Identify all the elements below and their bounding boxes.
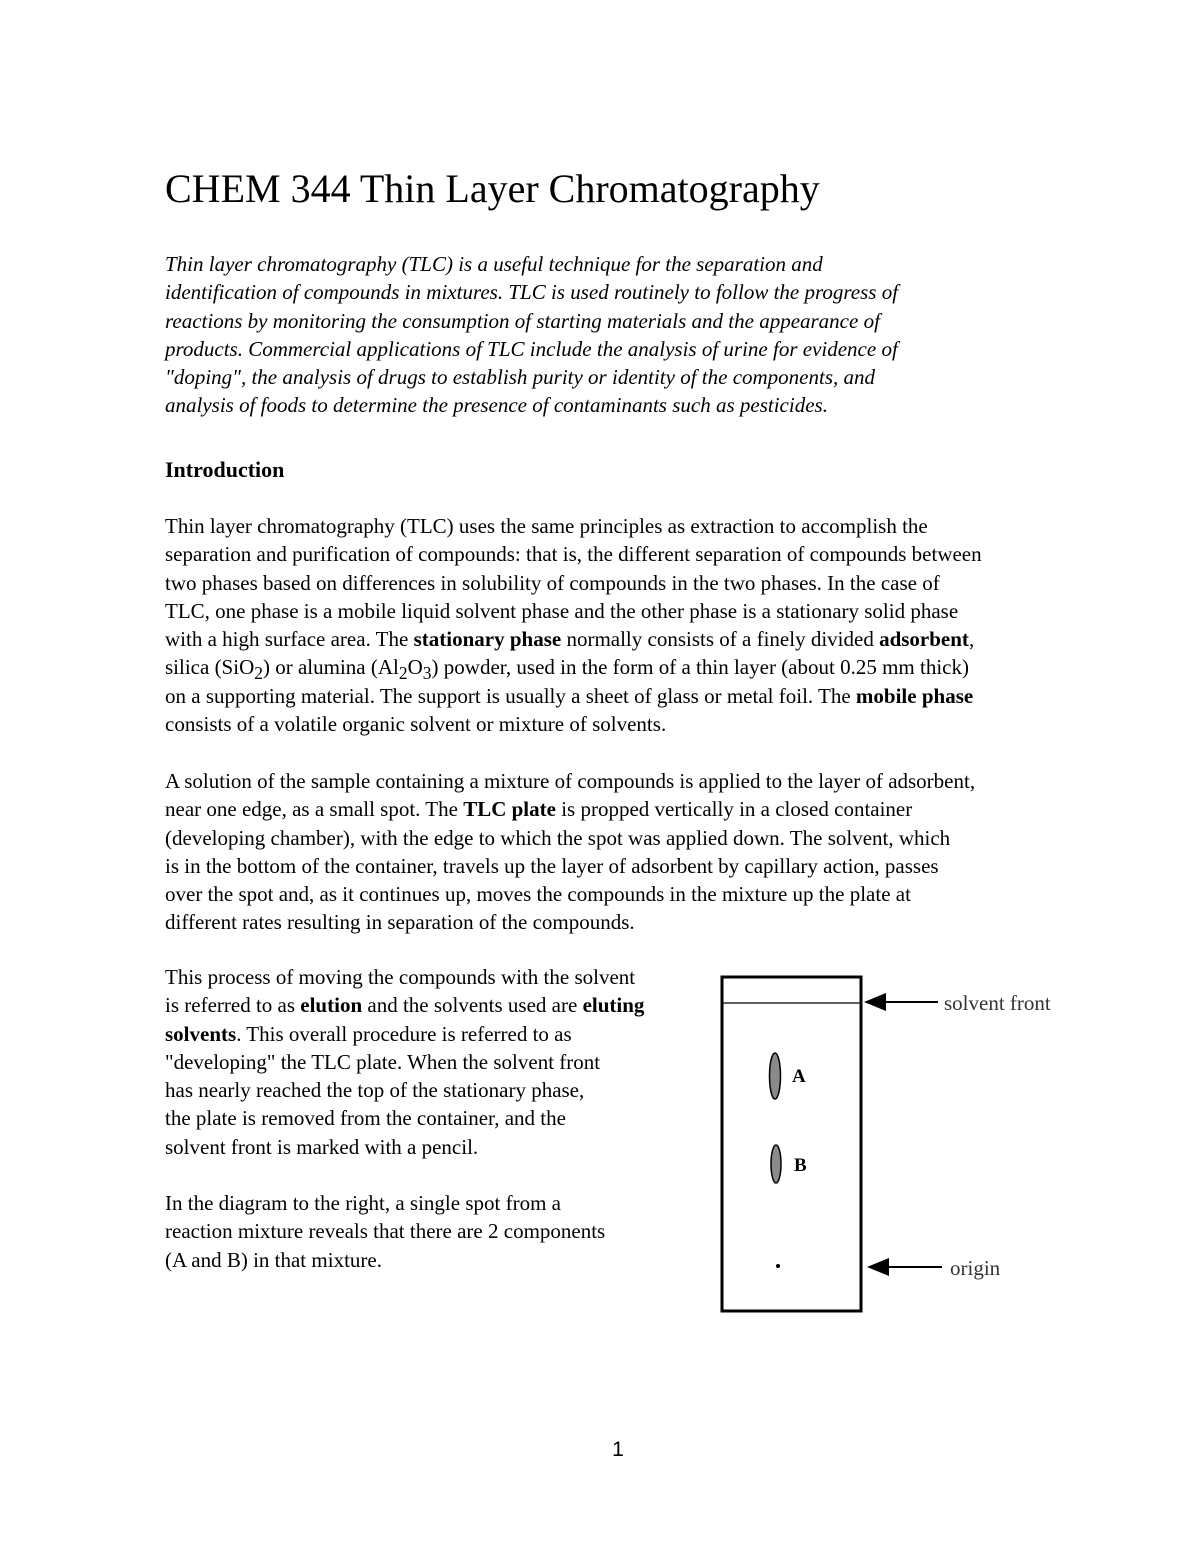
text-run: ) or alumina (Al — [263, 655, 399, 680]
term-adsorbent: adsorbent — [879, 627, 969, 652]
abstract-line: Thin layer chromatography (TLC) is a useful technique for the separation and — [165, 252, 823, 276]
text-run: and the solvents used are — [362, 993, 583, 1018]
abstract-line: reactions by monitoring the consumption of starting materials and the appearance of — [165, 308, 880, 333]
abstract-line: analysis of foods to determine the presence of contaminants such as pesticides. — [165, 393, 828, 418]
page-number: 1 — [612, 1438, 624, 1461]
text-run: is propped vertically in a closed container — [555, 797, 913, 822]
elution-paragraph — [165, 963, 644, 1161]
para-line: over the spot and, as it continues up, moves the compounds in the mixture up the plate at — [165, 882, 911, 907]
tlc-plate-diagram — [700, 960, 1080, 1330]
text-run: near one edge, as a small spot. The — [165, 797, 464, 822]
para-line: In the diagram to the right, a single spot from a — [165, 1191, 561, 1215]
origin-spot — [776, 1264, 780, 1268]
para-line — [165, 795, 975, 823]
subscript: 2 — [254, 663, 263, 684]
abstract-line: identification of compounds in mixtures. TLC is used routinely to follow the progress of — [165, 280, 899, 305]
origin-arrow — [867, 1258, 942, 1276]
text-run: with a high surface area. The — [165, 627, 414, 652]
intro-line — [165, 653, 982, 684]
spot-a-label: A — [792, 1066, 806, 1087]
introduction-heading: Introduction — [165, 457, 285, 482]
abstract-line: products. Commercial applications of TLC include the analysis of urine for evidence of — [165, 336, 898, 361]
spot-b — [771, 1145, 781, 1183]
diagram-explanation-paragraph — [165, 1189, 605, 1274]
abstract-line: "doping", the analysis of drugs to establish purity or identity of the components, and — [165, 365, 876, 390]
para-line: (developing chamber), with the edge to which the spot was applied down. The solvent, which — [165, 825, 951, 850]
para-line — [165, 1020, 644, 1048]
term-tlc-plate: TLC plate — [463, 797, 556, 822]
para-line: different rates resulting in separation of the compounds. — [165, 910, 635, 935]
intro-line — [165, 625, 982, 653]
para-line: "developing" the TLC plate. When the solvent front — [165, 1049, 601, 1074]
text-run: is referred to as — [165, 993, 301, 1018]
introduction-paragraph — [165, 512, 982, 738]
intro-line: TLC, one phase is a mobile liquid solvent phase and the other phase is a stationary solid phase — [165, 598, 959, 623]
para-line: has nearly reached the top of the stationary phase, — [165, 1078, 585, 1103]
text-run: normally consists of a finely divided — [561, 627, 880, 652]
solvent-front-label: solvent front — [944, 991, 1051, 1015]
text-run: ) powder, used in the form of a thin layer (about 0.25 mm thick) — [431, 655, 969, 680]
para-line: the plate is removed from the container, and the — [165, 1106, 566, 1131]
spot-a — [770, 1053, 781, 1099]
intro-line: two phases based on differences in solubility of compounds in the two phases. In the case of — [165, 570, 940, 595]
abstract-paragraph — [165, 250, 898, 420]
para-line: reaction mixture reveals that there are 2 components — [165, 1219, 606, 1244]
text-run: silica (SiO — [165, 655, 255, 680]
term-eluting: eluting — [582, 993, 645, 1018]
para-line — [165, 991, 644, 1019]
text-run: on a supporting material. The support is usually a sheet of glass or metal foil. The — [165, 683, 856, 708]
origin-label: origin — [950, 1256, 1001, 1280]
intro-line: consists of a volatile organic solvent or mixture of solvents. — [165, 712, 667, 737]
term-elution: elution — [300, 993, 363, 1018]
intro-line — [165, 682, 982, 710]
term-solvents: solvents — [165, 1021, 237, 1046]
para-line: is in the bottom of the container, travels up the layer of adsorbent by capillary action, passes — [165, 853, 939, 878]
para-line: solvent front is marked with a pencil. — [165, 1134, 479, 1159]
sample-application-paragraph — [165, 767, 975, 937]
intro-line: separation and purification of compounds: that is, the different separation of compounds between — [165, 542, 982, 567]
para-line: (A and B) in that mixture. — [165, 1247, 382, 1272]
text-run: , — [968, 627, 975, 652]
tlc-plate-outline — [722, 977, 861, 1311]
subscript: 3 — [422, 663, 432, 684]
spot-b-label: B — [794, 1155, 807, 1176]
term-mobile-phase: mobile phase — [855, 683, 974, 708]
para-line: A solution of the sample containing a mixture of compounds is applied to the layer of adsorbent, — [165, 769, 976, 793]
solvent-front-arrow — [864, 993, 938, 1011]
term-stationary-phase: stationary phase — [413, 627, 562, 652]
document-title: CHEM 344 Thin Layer Chromatography — [165, 166, 820, 211]
para-line: This process of moving the compounds with the solvent — [165, 965, 636, 989]
text-run: O — [407, 655, 423, 680]
text-run: . This overall procedure is referred to as — [236, 1021, 572, 1046]
subscript: 2 — [398, 663, 408, 684]
intro-line: Thin layer chromatography (TLC) uses the same principles as extraction to accomplish the — [165, 514, 928, 538]
